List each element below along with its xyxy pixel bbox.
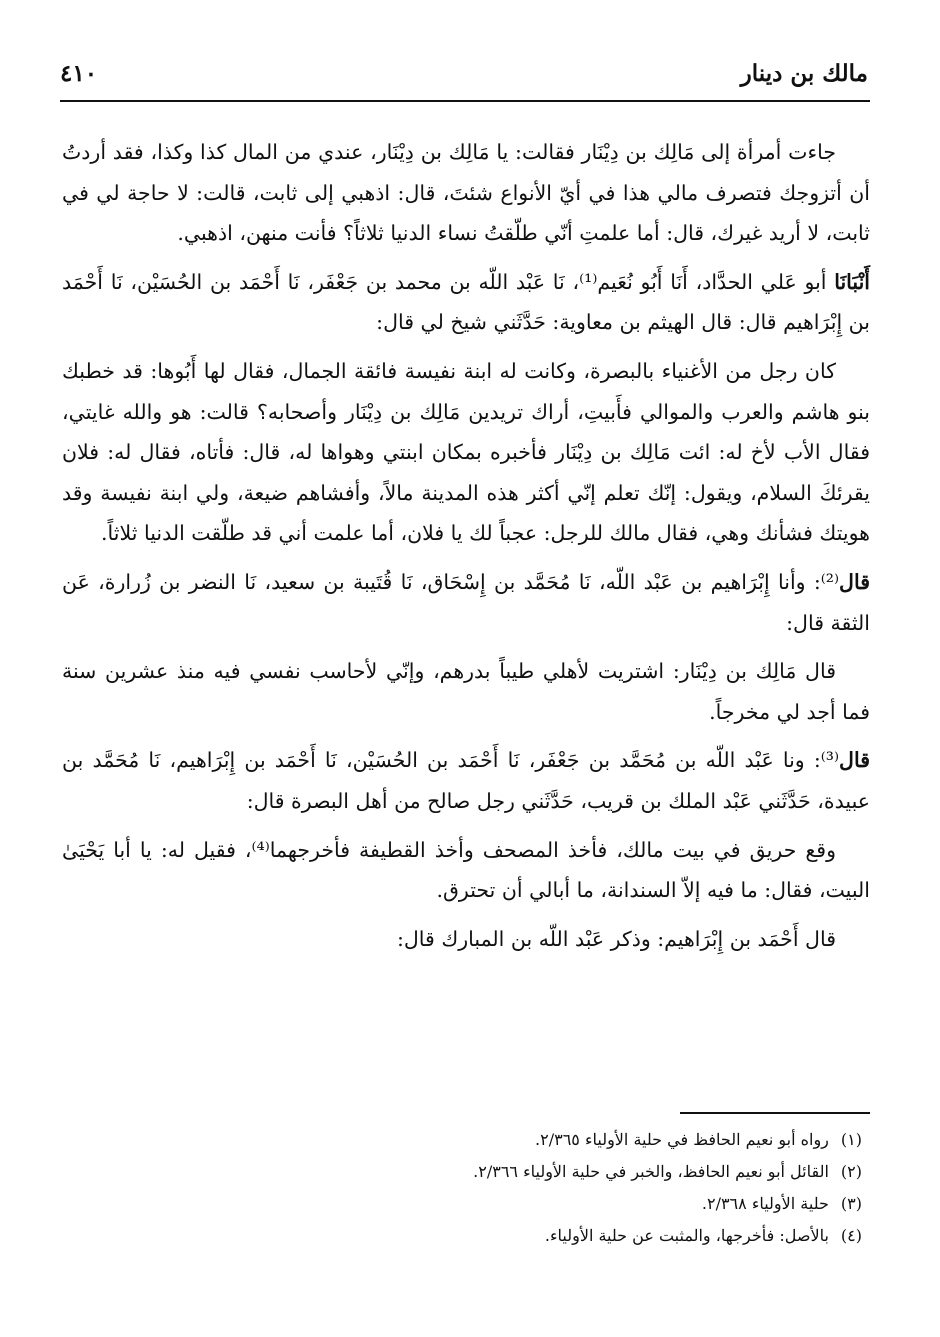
running-title: مالك بن دينار [740, 60, 868, 87]
paragraph-lead: قال [839, 569, 870, 594]
footnotes [62, 1124, 862, 1252]
paragraph-text: ⁽³⁾: ونا عَبْد اللّه بن مُحَمَّد بن جَعْفَر، نَا أَحْمَد بن الحُسَيْن، نَا أَحْمَد بن إِبْرَاهيم، نَا مُحَمَّد بن عبيدة، حَدَّثَني عَبْد الملك بن قريب، حَدَّثَني رجل صالح من أهل البصرة قال: [62, 748, 870, 813]
paragraph-text: قال أَحْمَد بن إِبْرَاهيم: وذكر عَبْد اللّه بن المبارك قال: [396, 926, 836, 951]
paragraph-lead: قال [839, 748, 870, 773]
footnote-text: حلية الأولياء ٢/٣٦٨. [701, 1194, 829, 1213]
paragraph-text: وقع حريق في بيت مالك، فأخذ المصحف وأخذ القطيفة فأخرجهما⁽⁴⁾، فقيل له: يا أبا يَحْيَىٰ البيت، فقال: ما فيه إلاّ السندانة، ما أبالي أن تحترق. [62, 837, 870, 903]
page-header [60, 58, 868, 98]
paragraph-text: جاءت أمرأة إلى مَالِك بن دِيْنَار فقالت: يا مَالِك بن دِيْنَار، عندي من المال كذا وكذا، فقد أردتُ أن أتزوجك فتصرف مالي هذا في أيّ الأنواع شئتَ، قال: اذهبي إلى ثابت، قالت: لا حاجة لي في ثابت، لا أريد غيرك، قال: أما علمتِ أنّي طلّقتُ نساء الدنيا ثلاثاً؟ فأنت منهن، اذهبي. [62, 140, 870, 246]
footnote [62, 1124, 862, 1156]
footnote-number: (١) [840, 1130, 862, 1149]
paragraph [62, 919, 870, 960]
paragraph-text: أبو عَلي الحدَّاد، أَنَا أَبُو نُعَيم⁽¹⁾، نَا عَبْد اللّه بن محمد بن جَعْفَر، نَا أَحْمَد بن الحُسَيْن، نَا أَحْمَد بن إِبْرَاهيم قال: قال الهيثم بن معاوية: حَدَّثَني شيخ لي قال: [62, 269, 870, 335]
page-number: ٤١٠ [60, 60, 98, 87]
footnote [62, 1220, 862, 1252]
paragraph-text: قال مَالِك بن دِيْنَار: اشتريت لأهلي طيباً بدرهم، وإنّي لأحاسب نفسي فيه منذ عشرين سنة فما أجد لي مخرجاً. [62, 659, 870, 724]
isnad-paragraph [62, 562, 870, 643]
paragraph-text: كان رجل من الأغنياء بالبصرة، وكانت له ابنة نفيسة فائقة الجمال، فقال لها أَبُوها: قد خطبك بنو هاشم والعرب والموالي فأَبيتِ، أراك تريدين مَالِك بن دِيْنَار وأصحابه؟ قالت: هو والله غايتي، فقال الأب لأخ له: ائت مَالِك بن دِيْنَار فأخبره بمكان ابنتي وهواها له، قال: فأتاه، فقال له: فلان يقرئكَ السلام، ويقول: إنّك تعلم إنّي أكثر هذه المدينة مالاً، وأفشاهم ضيعة، ولي ابنة نفيسة وقد هويتك فشأنك وهي، فقال مالك للرجل: عجباً لك يا فلان، أما علمت أني قد طلّقت الدنيا ثلاثاً. [62, 358, 870, 546]
footnote-number: (٤) [840, 1226, 862, 1245]
paragraph [62, 651, 870, 732]
footnote-number: (٢) [840, 1162, 862, 1181]
main-text [62, 132, 870, 967]
paragraph [62, 830, 870, 911]
footnote-number: (٣) [840, 1194, 862, 1213]
paragraph [62, 351, 870, 554]
isnad-paragraph [62, 262, 870, 343]
paragraph-lead: أَنْبَانَا [834, 269, 870, 294]
header-rule [60, 100, 870, 102]
footnote [62, 1188, 862, 1220]
footnote-text: رواه أبو نعيم الحافظ في حلية الأولياء ٢/٣٦٥. [535, 1130, 829, 1149]
isnad-paragraph [62, 740, 870, 821]
footnote-text: بالأصل: فأخرجها، والمثبت عن حلية الأولياء. [544, 1226, 829, 1245]
paragraph [62, 132, 870, 254]
footnote-rule [680, 1112, 870, 1114]
footnote [62, 1156, 862, 1188]
footnote-text: القائل أبو نعيم الحافظ، والخبر في حلية الأولياء ٢/٣٦٦. [473, 1162, 829, 1181]
paragraph-text: ⁽²⁾: وأنا إِبْرَاهيم بن عَبْد اللّه، نَا مُحَمَّد بن إِسْحَاق، نَا قُتَيبة بن سعيد، نَا النضر بن زُرارة، عَن الثقة قال: [62, 569, 870, 635]
